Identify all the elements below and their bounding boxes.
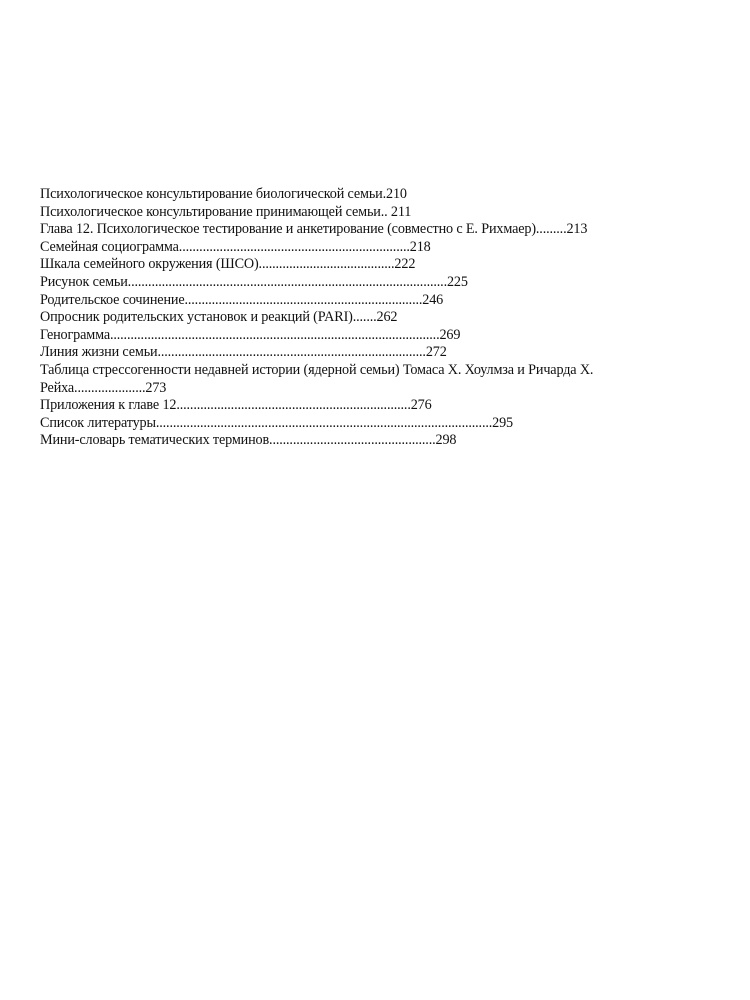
toc-entry-family-lifeline: Линия жизни семьи...............................................................................272	[40, 344, 447, 361]
table-of-contents	[40, 186, 700, 450]
toc-entry-biological-family: Психологическое консультирование биологической семьи.210	[40, 186, 407, 202]
toc-entry-pari-questionnaire: Опросник родительских установок и реакций (PARI).......262	[40, 309, 398, 326]
toc-entry-genogram: Генограмма.................................................................................................269	[40, 326, 461, 343]
toc-entry-family-sociogram: Семейная социограмма....................................................................218	[40, 238, 431, 255]
toc-entry-stress-table: Таблица стрессогенности недавней истории (ядерной семьи) Томаса X. Хоулмза и Ричарда X. Рейха.....................273	[40, 361, 594, 396]
toc-entry-chapter-12: Глава 12. Психологическое тестирование и анкетирование (совместно с Е. Рихмаер).........213	[40, 221, 588, 238]
toc-entry-bibliography: Список литературы...................................................................................................295	[40, 414, 513, 431]
toc-entry-family-drawing: Рисунок семьи..............................................................................................225	[40, 273, 468, 290]
toc-entry-family-environment-scale: Шкала семейного окружения (ШСО)........................................222	[40, 256, 416, 273]
toc-entry-chapter-12-appendices: Приложения к главе 12.....................................................................276	[40, 397, 432, 414]
toc-entry-parental-essay: Родительское сочинение......................................................................246	[40, 291, 444, 308]
toc-entry-glossary: Мини-словарь тематических терминов.................................................298	[40, 432, 457, 449]
toc-entry-adoptive-family: Психологическое консультирование принимающей семьи.. 211	[40, 203, 412, 220]
